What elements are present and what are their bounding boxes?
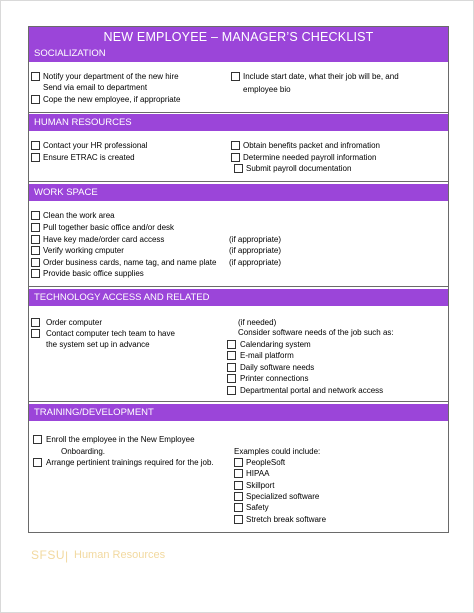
item-stretch-break: Stretch break software — [246, 515, 327, 524]
note-if-appropriate: (if appropriate) — [229, 246, 282, 255]
item-skillport: Skillport — [246, 481, 275, 490]
note-if-needed: (if needed) — [238, 318, 277, 327]
item-send-email: Send via email to department — [43, 83, 148, 92]
checkbox-portal-network[interactable] — [227, 386, 236, 395]
checkbox-safety[interactable] — [234, 503, 243, 512]
item-system-setup: the system set up in advance — [46, 340, 150, 349]
divider — [29, 112, 448, 113]
item-employee-bio: employee bio — [243, 85, 291, 94]
checkbox-email-platform[interactable] — [227, 351, 236, 360]
checkbox-pull-together-office[interactable] — [31, 223, 40, 232]
item-enroll-onboarding: Enroll the employee in the New Employee — [46, 435, 195, 444]
item-calendaring: Calendaring system — [240, 340, 311, 349]
checkbox-cope-employee[interactable] — [31, 95, 40, 104]
checkbox-submit-payroll[interactable] — [234, 164, 243, 173]
item-printer-connections: Printer connections — [240, 374, 309, 383]
item-safety: Safety — [246, 503, 269, 512]
page-title: NEW EMPLOYEE – MANAGER’S CHECKLIST — [29, 27, 448, 47]
checkbox-printer-connections[interactable] — [227, 374, 236, 383]
checkbox-specialized-software[interactable] — [234, 492, 243, 501]
checkbox-obtain-benefits[interactable] — [231, 141, 240, 150]
checkbox-office-supplies[interactable] — [31, 269, 40, 278]
item-order-business-cards: Order business cards, name tag, and name plate — [43, 258, 217, 267]
item-clean-work-area: Clean the work area — [43, 211, 115, 220]
checkbox-key-card-access[interactable] — [31, 235, 40, 244]
item-portal-network: Departmental portal and network access — [240, 386, 384, 395]
item-office-supplies: Provide basic office supplies — [43, 269, 144, 278]
checkbox-hipaa[interactable] — [234, 469, 243, 478]
item-ensure-etrac: Ensure ETRAC is created — [43, 153, 135, 162]
note-if-appropriate: (if appropriate) — [229, 235, 282, 244]
checkbox-daily-software[interactable] — [227, 363, 236, 372]
item-key-card-access: Have key made/order card access — [43, 235, 165, 244]
section-header-human-resources: HUMAN RESOURCES — [29, 114, 448, 131]
checkbox-peoplesoft[interactable] — [234, 458, 243, 467]
item-email-platform: E-mail platform — [240, 351, 294, 360]
item-cope-employee: Cope the new employee, if appropriate — [43, 95, 181, 104]
divider — [29, 401, 448, 402]
checkbox-skillport[interactable] — [234, 481, 243, 490]
note-examples: Examples could include: — [234, 447, 321, 456]
checkbox-verify-computer[interactable] — [31, 246, 40, 255]
checkbox-determine-payroll[interactable] — [231, 153, 240, 162]
checkbox-order-computer[interactable] — [31, 318, 40, 327]
item-arrange-trainings: Arrange pertinient trainings required for the job. — [46, 458, 214, 467]
item-daily-software: Daily software needs — [240, 363, 315, 372]
item-specialized-software: Specialized software — [246, 492, 320, 501]
item-determine-payroll: Determine needed payroll information — [243, 153, 377, 162]
item-order-computer: Order computer — [46, 318, 103, 327]
item-contact-tech-team: Contact computer tech team to have — [46, 329, 175, 338]
checkbox-clean-work-area[interactable] — [31, 211, 40, 220]
checkbox-enroll-onboarding[interactable] — [33, 435, 42, 444]
checkbox-order-business-cards[interactable] — [31, 258, 40, 267]
checkbox-stretch-break[interactable] — [234, 515, 243, 524]
item-verify-computer: Verify working cmputer — [43, 246, 124, 255]
checkbox-include-start-date[interactable] — [231, 72, 240, 81]
footer-separator: | — [65, 549, 69, 563]
checkbox-arrange-trainings[interactable] — [33, 458, 42, 467]
section-header-socialization: SOCIALIZATION — [29, 45, 448, 62]
footer-department: Human Resources — [74, 549, 166, 561]
item-peoplesoft: PeopleSoft — [246, 458, 286, 467]
section-header-technology: TECHNOLOGY ACCESS AND RELATED — [29, 289, 448, 306]
section-header-work-space: WORK SPACE — [29, 184, 448, 201]
checkbox-contact-tech-team[interactable] — [31, 329, 40, 338]
footer-brand-logo: SFSU — [31, 548, 66, 562]
checkbox-ensure-etrac[interactable] — [31, 153, 40, 162]
item-hipaa: HIPAA — [246, 469, 270, 478]
checkbox-notify-department[interactable] — [31, 72, 40, 81]
section-header-training: TRAINING/DEVELOPMENT — [29, 404, 448, 421]
note-if-appropriate: (if appropriate) — [229, 258, 282, 267]
divider — [29, 181, 448, 182]
item-include-start-date: Include start date, what their job will be, and — [243, 72, 399, 81]
checkbox-contact-hr[interactable] — [31, 141, 40, 150]
divider — [29, 286, 448, 287]
item-obtain-benefits: Obtain benefits packet and infromation — [243, 141, 380, 150]
item-notify-department: Notify your department of the new hire — [43, 72, 179, 81]
item-pull-together-office: Pull together basic office and/or desk — [43, 223, 175, 232]
item-submit-payroll: Submit payroll documentation — [246, 164, 352, 173]
checkbox-calendaring[interactable] — [227, 340, 236, 349]
note-consider-software: Consider software needs of the job such as: — [238, 328, 394, 337]
item-onboarding: Onboarding. — [61, 447, 106, 456]
item-contact-hr: Contact your HR professional — [43, 141, 148, 150]
